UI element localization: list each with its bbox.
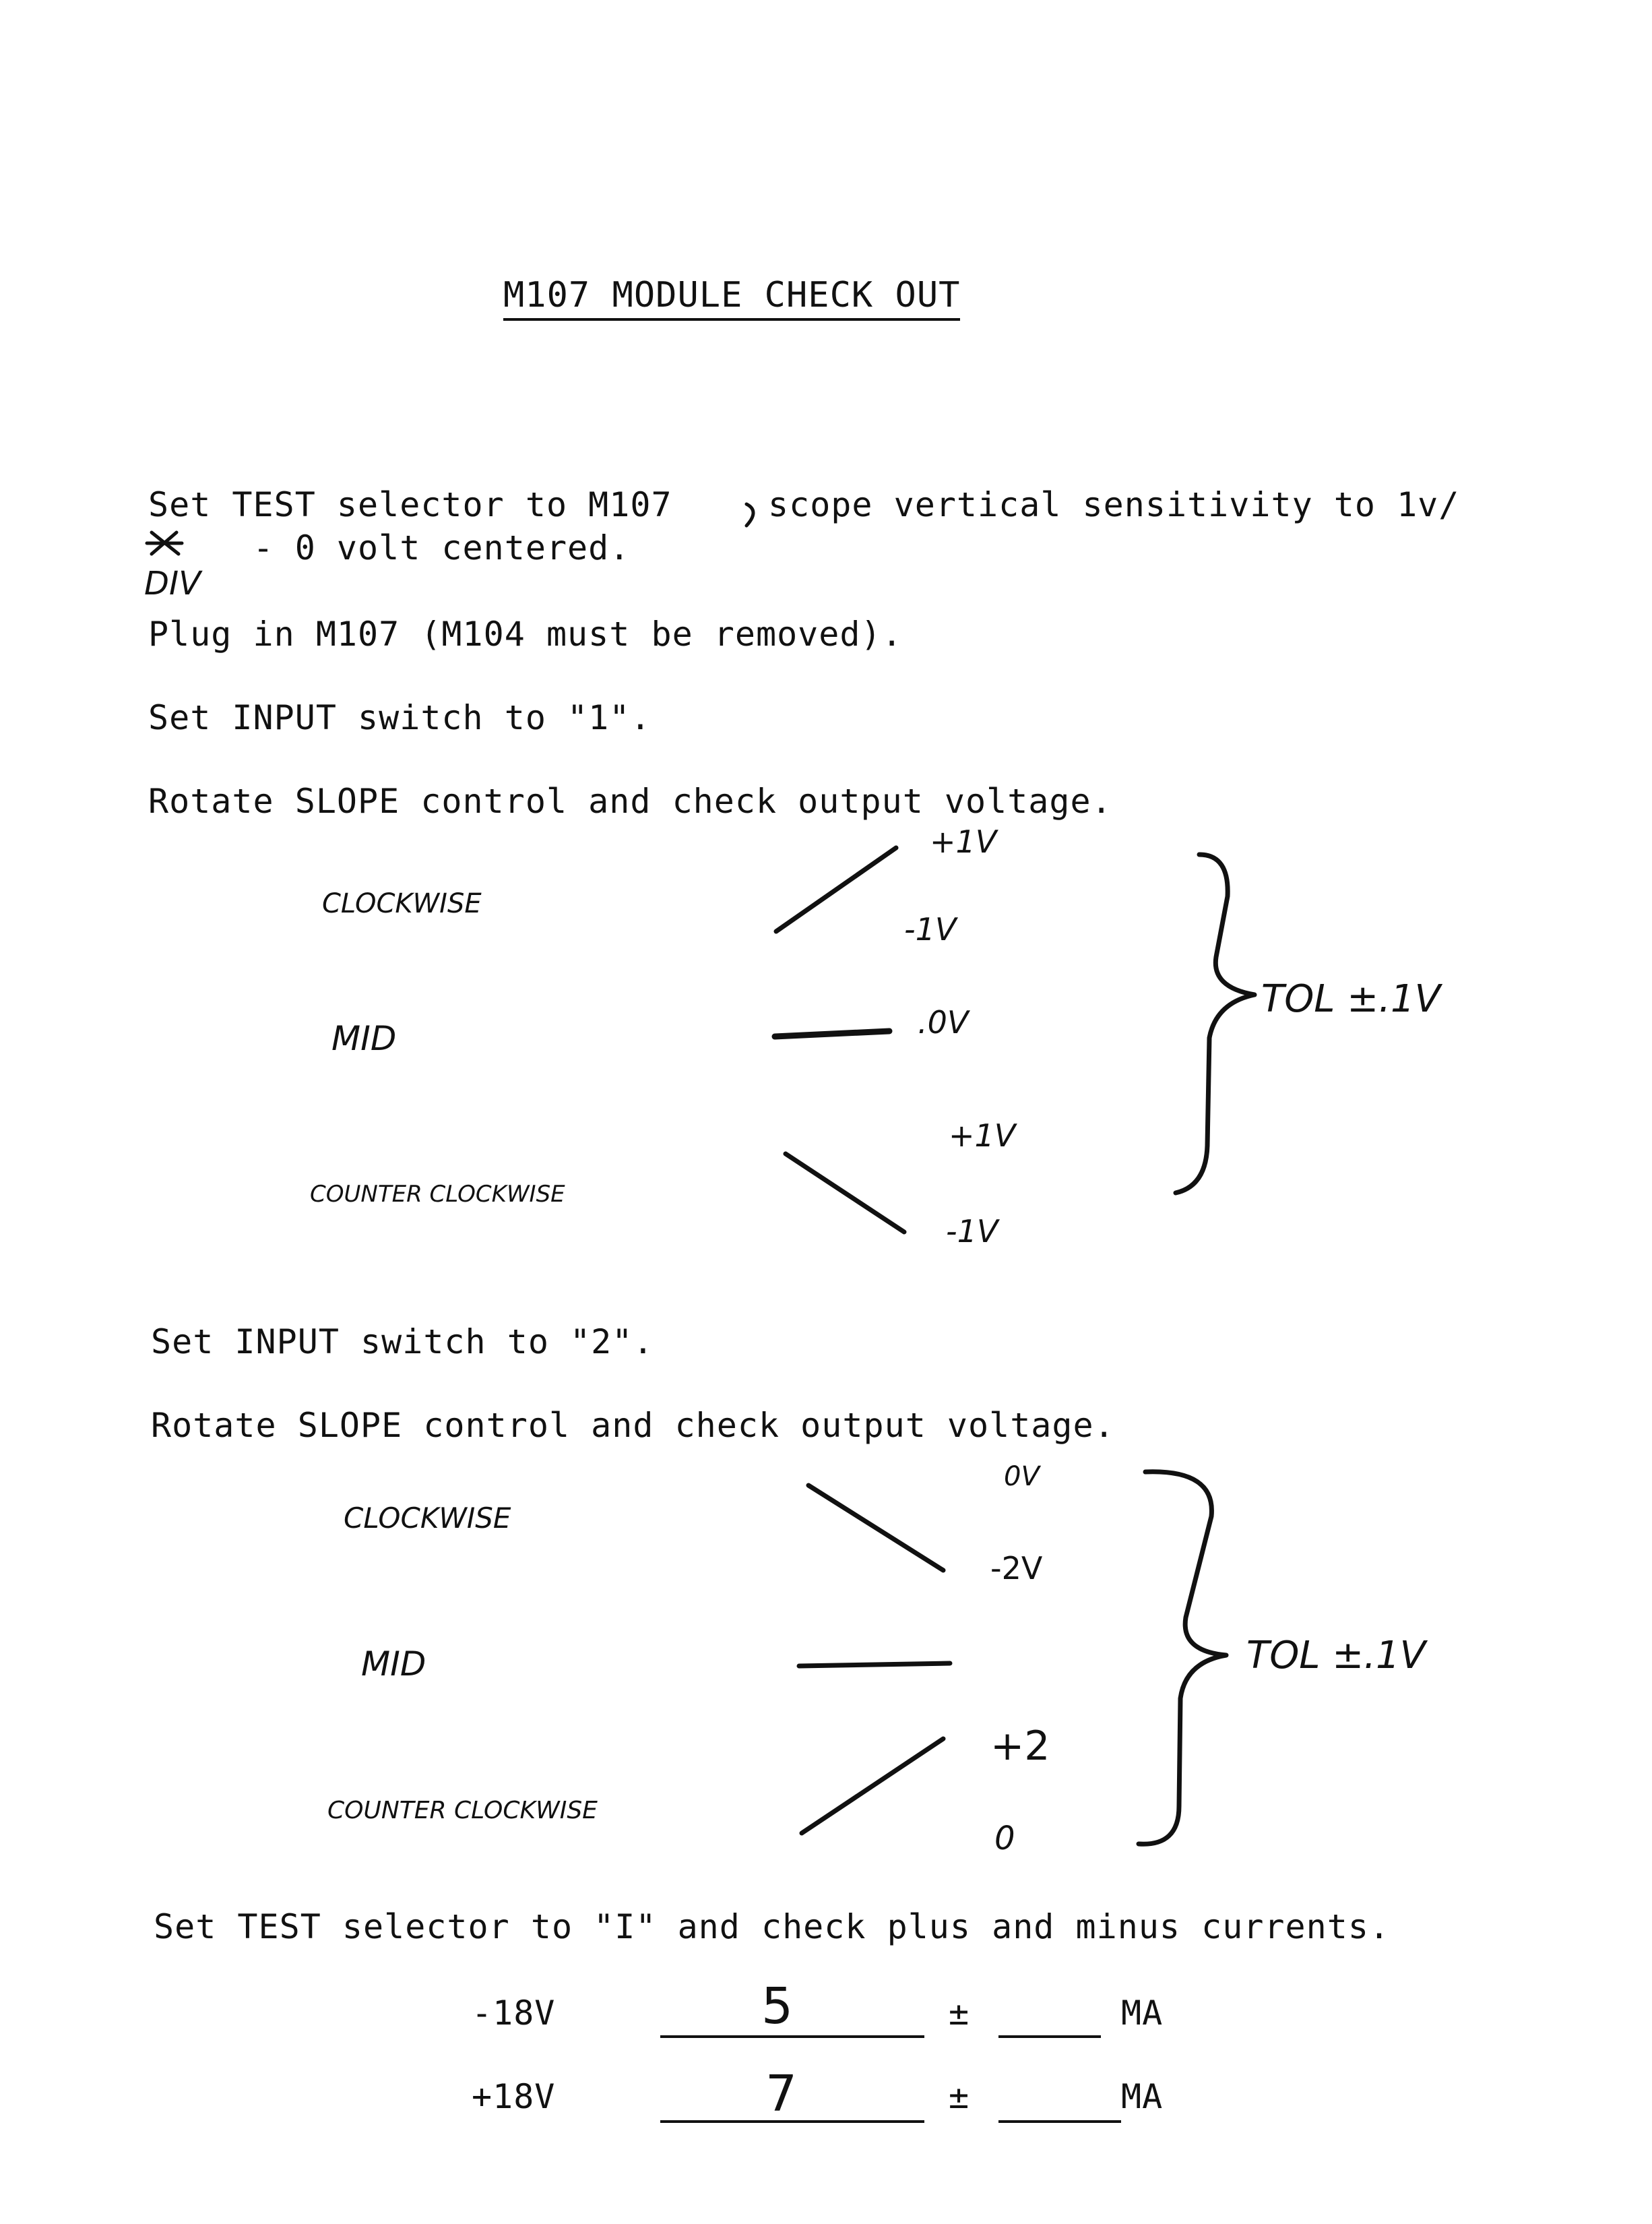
t1-counterclockwise-label: COUNTER CLOCKWISE — [310, 1181, 565, 1208]
t2-counterclockwise-slope — [802, 1739, 943, 1833]
t1-clockwise-label: CLOCKWISE — [322, 888, 482, 919]
t1-counterclockwise-slope — [786, 1154, 904, 1232]
t1-ccw-low-value: -1V — [946, 1213, 998, 1249]
page-title: M107 MODULE CHECK OUT — [503, 275, 960, 321]
current-unit-minus18: MA — [1121, 1994, 1164, 2033]
instruction-test-selector-a: Set TEST selector to M107 — [148, 485, 672, 524]
scribble-mark — [147, 532, 182, 554]
t2-tolerance: TOL ±.1V — [1246, 1634, 1426, 1677]
instruction-plug-in: Plug in M107 (M104 must be removed). — [148, 615, 903, 654]
current-label-minus18: -18V — [472, 1994, 556, 2033]
instruction-test-selector-b: scope vertical sensitivity to 1v/ — [768, 485, 1460, 524]
t2-cw-high-value: 0V — [1004, 1461, 1040, 1492]
handwritten-div: DIV — [144, 565, 201, 603]
t1-cw-low-value: -1V — [904, 911, 957, 948]
t1-mid-value: .0V — [918, 1004, 969, 1041]
t2-clockwise-label: CLOCKWISE — [344, 1502, 511, 1535]
instruction-input-1: Set INPUT switch to "1". — [148, 698, 652, 737]
instruction-input-2: Set INPUT switch to "2". — [151, 1322, 654, 1361]
instruction-zero-centered: - 0 volt centered. — [148, 528, 631, 567]
t2-mid-label: MID — [361, 1644, 426, 1684]
t2-clockwise-slope — [808, 1485, 943, 1570]
t1-clockwise-slope — [776, 848, 896, 931]
t1-mid-slope — [775, 1031, 889, 1037]
t1-brace — [1176, 855, 1254, 1193]
t1-tolerance: TOL ±.1V — [1261, 977, 1440, 1021]
t2-ccw-high-value: +2 — [990, 1723, 1050, 1770]
t1-mid-label: MID — [331, 1019, 397, 1058]
t2-ccw-low-value: 0 — [994, 1820, 1015, 1857]
comma-mark — [746, 504, 753, 526]
current-pm-plus18: ± — [949, 2077, 970, 2116]
current-unit-plus18: MA — [1121, 2077, 1164, 2116]
instruction-rotate-slope-2: Rotate SLOPE control and check output voltage. — [151, 1406, 1115, 1445]
current-label-plus18: +18V — [472, 2077, 556, 2116]
instruction-test-selector-i: Set TEST selector to "I" and check plus and minus currents. — [154, 1907, 1391, 1946]
current-value-plus18: 7 — [765, 2065, 798, 2123]
t1-ccw-high-value: +1V — [949, 1117, 1016, 1154]
current-value-minus18: 5 — [761, 1977, 794, 2035]
instruction-rotate-slope-1: Rotate SLOPE control and check output voltage. — [148, 782, 1112, 821]
t2-cw-low-value: -2V — [990, 1550, 1043, 1586]
t2-counterclockwise-label: COUNTER CLOCKWISE — [327, 1797, 598, 1824]
t2-mid-slope — [799, 1663, 950, 1666]
t1-cw-high-value: +1V — [930, 824, 997, 860]
current-pm-minus18: ± — [949, 1994, 970, 2033]
t2-brace — [1139, 1472, 1226, 1844]
